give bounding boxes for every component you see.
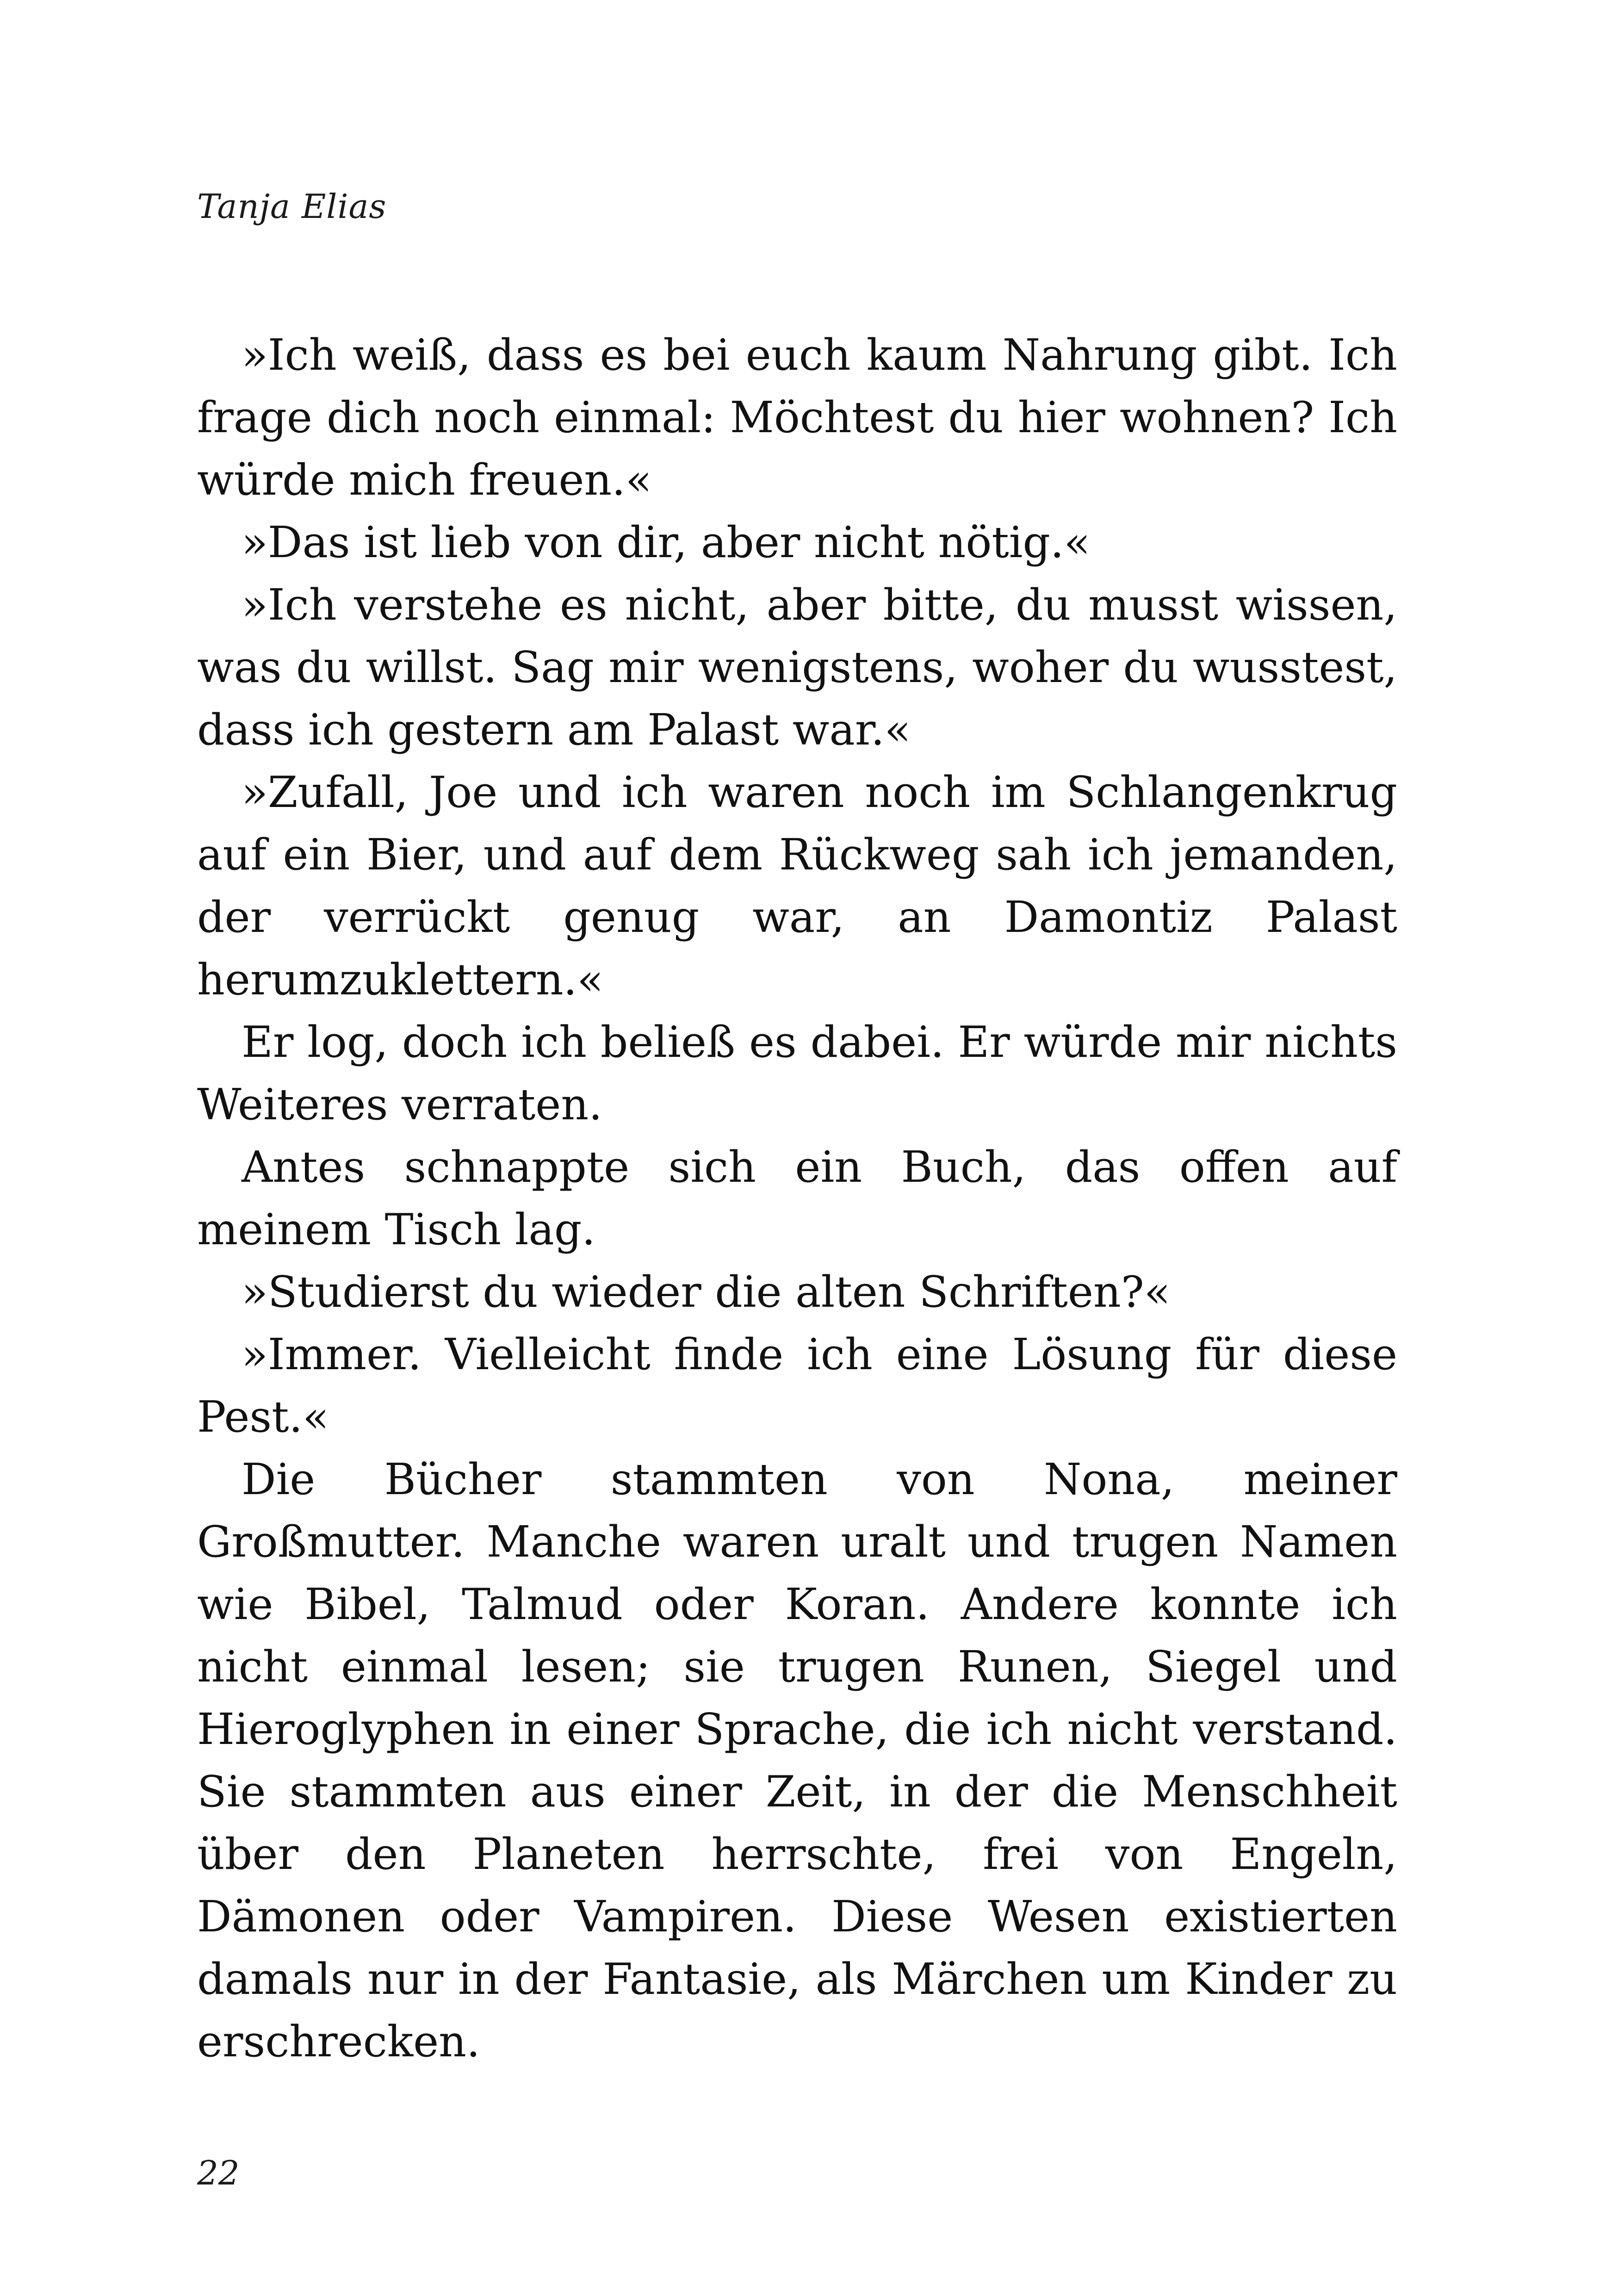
paragraph: »Studierst du wieder die alten Schriften?«	[242, 1267, 1171, 1317]
paragraph: »Ich weiß, dass es bei euch kaum Nahrung gibt. Ich frage dich noch einmal: Möchtest du hier wohnen? Ich würde mich freuen.«	[197, 330, 1397, 505]
page-number: 22	[197, 2153, 240, 2192]
paragraph: Antes schnappte sich ein Buch, das offen auf meinem Tisch lag.	[197, 1142, 1397, 1254]
body-text	[197, 324, 1397, 2073]
running-head-author: Tanja Elias	[197, 187, 387, 226]
paragraph: »Immer. Vielleicht finde ich eine Lösung für diese Pest.«	[197, 1329, 1397, 1442]
paragraph: Er log, doch ich beließ es dabei. Er würde mir nichts Weiteres verraten.	[197, 1017, 1397, 1129]
paragraph: Die Bücher stammten von Nona, meiner Großmutter. Manche waren uralt und trugen Namen wie Bibel, Talmud oder Koran. Andere konnte ich nicht einmal lesen; sie trugen Runen, Siegel und Hieroglyphen in einer Sprache, die ich nicht verstand. Sie stammten aus einer Zeit, in der die Menschheit über den Planeten herrschte, frei von Engeln, Dämonen oder Vampiren. Diese Wesen existierten damals nur in der Fantasie, als Märchen um Kinder zu erschrecken.	[197, 1454, 1397, 2066]
paragraph: »Das ist lieb von dir, aber nicht nötig.«	[242, 517, 1091, 567]
paragraph: »Ich verstehe es nicht, aber bitte, du musst wissen, was du willst. Sag mir wenigstens, woher du wusstest, dass ich gestern am Palast war.«	[197, 580, 1397, 755]
paragraph: »Zufall, Joe und ich waren noch im Schlangenkrug auf ein Bier, und auf dem Rückweg sah ich jemanden, der verrückt genug war, an Damontiz Palast herumzuklettern.«	[197, 767, 1397, 1005]
